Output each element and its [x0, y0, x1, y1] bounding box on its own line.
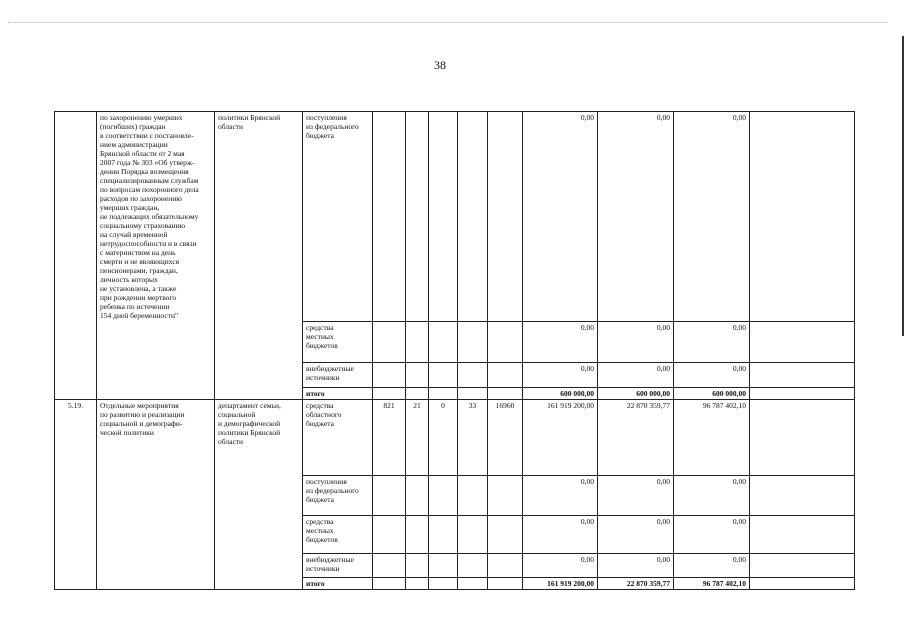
amount-3: 0,00: [674, 322, 750, 363]
code-sub: 0: [429, 400, 458, 476]
total-3: 600 000,00: [674, 388, 750, 400]
amount-2: 22 870 359,77: [598, 400, 674, 476]
amount-3: 0,00: [674, 516, 750, 554]
code-pp: 21: [406, 400, 429, 476]
total-3: 96 787 402,10: [674, 578, 750, 590]
amount-2: 0,00: [598, 554, 674, 578]
funding-source: средства местных бюджетов: [303, 516, 373, 554]
code-gp: 821: [373, 400, 406, 476]
funding-source-total: итого: [303, 578, 373, 590]
amount-1: 0,00: [523, 112, 598, 322]
budget-table: [54, 111, 855, 590]
funding-source: поступления из федерального бюджета: [303, 476, 373, 516]
amount-3: 96 787 402,10: [674, 400, 750, 476]
page-number: 38: [434, 58, 446, 72]
amount-3: 0,00: [674, 554, 750, 578]
funding-source: средства местных бюджетов: [303, 322, 373, 363]
funding-source: поступления из федерального бюджета: [303, 112, 373, 322]
amount-1: 0,00: [523, 554, 598, 578]
amount-1: 161 919 200,00: [523, 400, 598, 476]
row-number: 5.19.: [55, 400, 97, 590]
scan-artifact-line: [8, 22, 888, 23]
measure-description: по захоронению умерших (погибших) граждан в соответствии с постановле- нием администрации Брянской области от 2 мая 2007 года № 303 «Об утверж- дении Порядка возмещения специализированным службам по вопросам похоронного дела расходов по захоронению умерших граждан, не подлежащих обязательному социальному страхованию на случай временной нетрудоспособности и в связи с материнством на день смерти и не являющихся пенсионерами, граждан, личность которых не установлена, а также при рождении мертвого ребенка по истечении 154 дней беременности": [97, 112, 215, 400]
total-1: 600 000,00: [523, 388, 598, 400]
scan-edge-mark: [902, 36, 904, 336]
amount-1: 0,00: [523, 363, 598, 388]
amount-3: 0,00: [674, 363, 750, 388]
amount-2: 0,00: [598, 516, 674, 554]
amount-3: 0,00: [674, 112, 750, 322]
measure-description: Отдельные мероприятия по развитию и реализации социальной и демографи- ческой политики: [97, 400, 215, 590]
funding-source-total: итого: [303, 388, 373, 400]
funding-source: средства областного бюджета: [303, 400, 373, 476]
amount-2: 0,00: [598, 363, 674, 388]
table-row: [55, 112, 855, 322]
table-row: [55, 400, 855, 476]
total-1: 161 919 200,00: [523, 578, 598, 590]
amount-2: 0,00: [598, 476, 674, 516]
funding-source: внебюджетные источники: [303, 363, 373, 388]
amount-2: 0,00: [598, 322, 674, 363]
code-direction: 16960: [488, 400, 523, 476]
funding-source: внебюджетные источники: [303, 554, 373, 578]
executor: департамент семьи, социальной и демографической политики Брянской области: [215, 400, 303, 590]
total-2: 22 870 359,77: [598, 578, 674, 590]
code-main: 33: [458, 400, 488, 476]
amount-3: 0,00: [674, 476, 750, 516]
row-number: [55, 112, 97, 400]
executor: политики Брянской области: [215, 112, 303, 400]
amount-1: 0,00: [523, 516, 598, 554]
amount-2: 0,00: [598, 112, 674, 322]
amount-1: 0,00: [523, 476, 598, 516]
amount-1: 0,00: [523, 322, 598, 363]
total-2: 600 000,00: [598, 388, 674, 400]
